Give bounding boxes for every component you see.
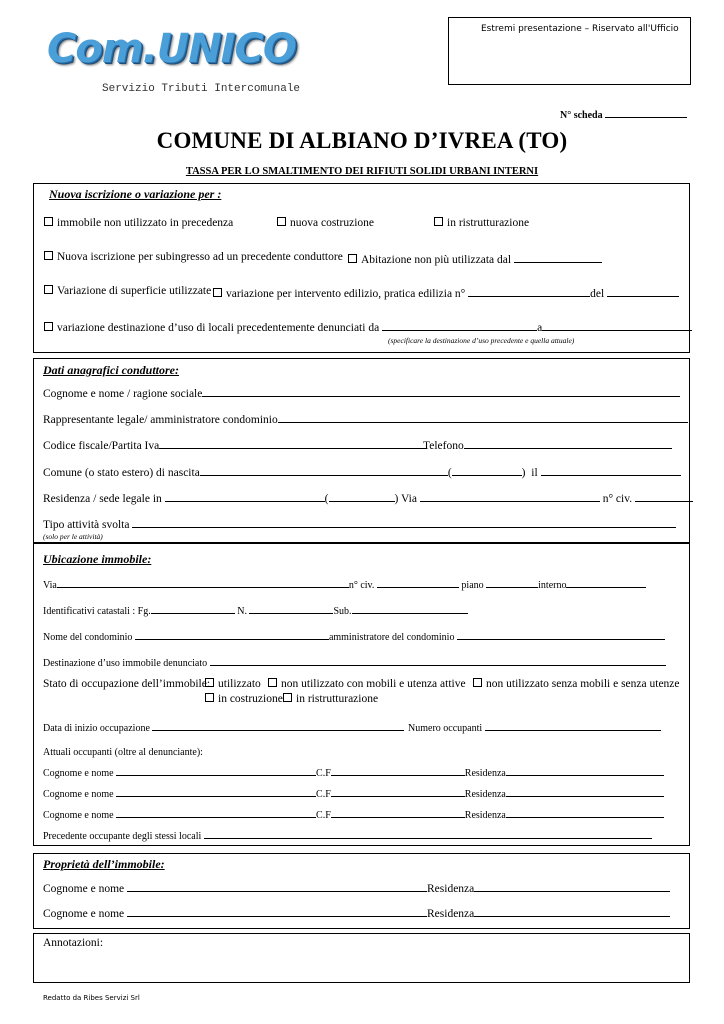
checkbox[interactable] — [213, 288, 222, 297]
field-stato-occupazione: Stato di occupazione dell’immobile: — [43, 678, 211, 690]
logo: Com.UNICO — [47, 26, 296, 72]
checkbox[interactable] — [473, 678, 482, 687]
field-via[interactable]: Via n° civ. piano interno — [43, 576, 646, 591]
option-abitazione-non-utilizzata[interactable]: Abitazione non più utilizzata dal — [348, 251, 602, 266]
field-occupante-3[interactable]: Cognome e nome C.F Residenza — [43, 806, 664, 821]
office-box — [448, 17, 691, 85]
field-telefono[interactable]: Telefono — [423, 437, 672, 452]
field-residenza[interactable]: Residenza / sede legale in ( ) Via n° civ. — [43, 490, 693, 505]
checkbox[interactable] — [434, 217, 443, 226]
section-variazione — [33, 183, 690, 353]
tipo-attivita-note: (solo per le attività) — [43, 532, 103, 541]
option-immobile-non-utilizzato[interactable]: immobile non utilizzato in precedenza — [44, 217, 233, 229]
destinazione-note: (specificare la destinazione d’uso precedente e quella attuale) — [388, 336, 575, 345]
section-annotazioni[interactable] — [33, 933, 690, 983]
checkbox[interactable] — [268, 678, 277, 687]
annotazioni-label: Annotazioni: — [43, 937, 104, 949]
section-dati-anagrafici — [33, 358, 690, 544]
checkbox[interactable] — [283, 693, 292, 702]
section-ubicazione — [33, 542, 690, 846]
field-codice-fiscale[interactable]: Codice fiscale/Partita Iva — [43, 437, 427, 452]
checkbox[interactable] — [348, 254, 357, 263]
field-identificativi-catastali[interactable]: Identificativi catastali : Fg. N. Sub. — [43, 602, 468, 617]
section-title: Nuova iscrizione o variazione per : — [49, 187, 222, 201]
option-variazione-superficie[interactable]: Variazione di superficie utilizzate — [44, 285, 211, 297]
field-precedente-occupante[interactable]: Precedente occupante degli stessi locali — [43, 827, 652, 842]
office-label: Estremi presentazione – Riservato all'Ufficio — [481, 24, 679, 34]
option-variazione-destinazione[interactable]: variazione destinazione d’uso di locali precedentemente denunciati da a — [44, 319, 692, 334]
field-tipo-attivita[interactable]: Tipo attività svolta — [43, 516, 676, 531]
section-title: Dati anagrafici conduttore: — [43, 363, 180, 377]
checkbox[interactable] — [205, 693, 214, 702]
field-occupante-2[interactable]: Cognome e nome C.F Residenza — [43, 785, 664, 800]
field-comune-nascita[interactable]: Comune (o stato estero) di nascita ( ) il — [43, 464, 681, 479]
scheda-label: N° scheda — [560, 110, 603, 121]
option-subingresso[interactable]: Nuova iscrizione per subingresso ad un precedente conduttore — [44, 251, 343, 263]
field-rappresentante-legale[interactable]: Rappresentante legale/ amministratore condominio — [43, 411, 688, 426]
field-occupante-1[interactable]: Cognome e nome C.F Residenza — [43, 764, 664, 779]
checkbox[interactable] — [44, 322, 53, 331]
checkbox[interactable] — [277, 217, 286, 226]
option-intervento-edilizio[interactable]: variazione per intervento edilizio, pratica edilizia n° del — [213, 285, 679, 300]
field-proprietario-2[interactable]: Cognome e nome Residenza — [43, 905, 670, 920]
option-utilizzato[interactable]: utilizzato — [205, 678, 261, 690]
option-nuova-costruzione[interactable]: nuova costruzione — [277, 217, 374, 229]
section-title: Ubicazione immobile: — [43, 552, 152, 566]
field-destinazione-uso[interactable]: Destinazione d’uso immobile denunciato — [43, 654, 666, 669]
option-non-utilizzato-senza[interactable]: non utilizzato senza mobili e senza utenze — [473, 678, 680, 690]
field-numero-occupanti[interactable]: Numero occupanti — [408, 719, 661, 734]
option-in-ristrutturazione[interactable]: in ristrutturazione — [283, 693, 378, 705]
section-title: Proprietà dell’immobile: — [43, 857, 165, 871]
attuali-occupanti-label: Attuali occupanti (oltre al denunciante): — [43, 747, 203, 758]
option-in-ristrutturazione[interactable]: in ristrutturazione — [434, 217, 529, 229]
field-nome-condominio[interactable]: Nome del condominio amministratore del condominio — [43, 628, 665, 643]
service-name: Servizio Tributi Intercomunale — [102, 83, 301, 95]
footer: Redatto da Ribes Servizi Srl — [43, 994, 140, 1002]
option-in-costruzione[interactable]: in costruzione — [205, 693, 283, 705]
page-title: COMUNE DI ALBIANO D’IVREA (TO) — [156, 128, 568, 153]
field-proprietario-1[interactable]: Cognome e nome Residenza — [43, 880, 670, 895]
checkbox[interactable] — [44, 217, 53, 226]
field-cognome-ragione-sociale[interactable]: Cognome e nome / ragione sociale — [43, 385, 680, 400]
checkbox[interactable] — [44, 251, 53, 260]
option-non-utilizzato-mobili[interactable]: non utilizzato con mobili e utenza attive — [268, 678, 466, 690]
section-proprieta — [33, 853, 690, 929]
page-subtitle: TASSA PER LO SMALTIMENTO DEI RIFIUTI SOLIDI URBANI INTERNI — [185, 166, 539, 177]
scheda-field[interactable] — [560, 106, 687, 121]
checkbox[interactable] — [205, 678, 214, 687]
checkbox[interactable] — [44, 285, 53, 294]
field-data-inizio[interactable]: Data di inizio occupazione — [43, 719, 404, 734]
